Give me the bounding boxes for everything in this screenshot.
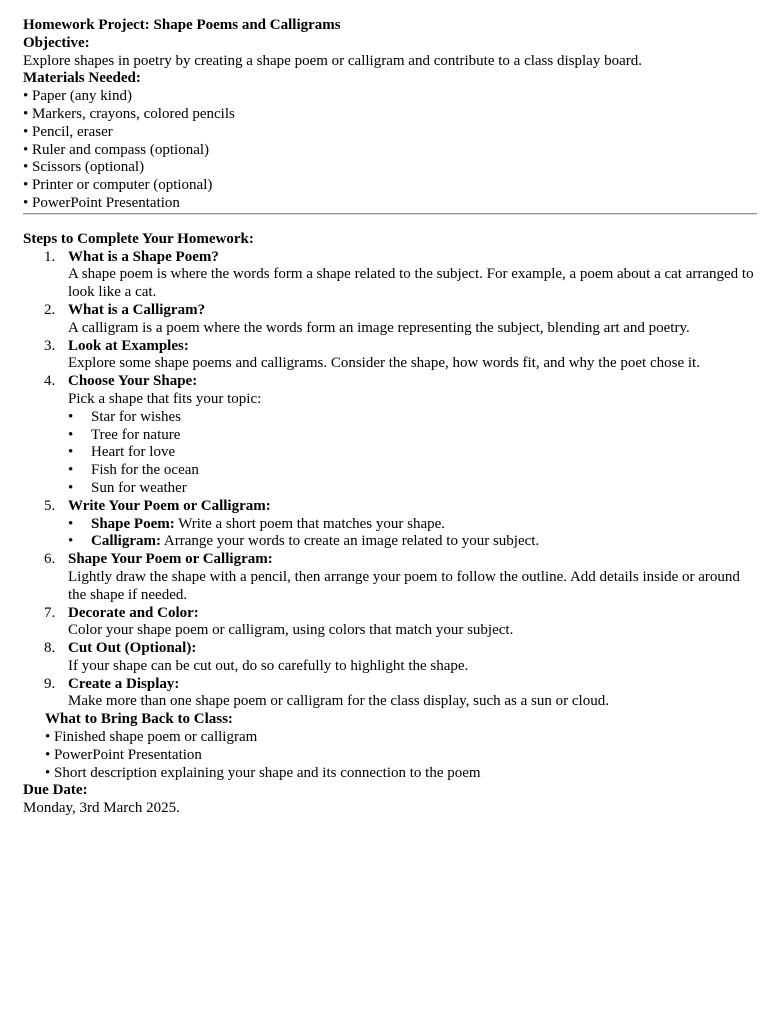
bring-back-heading: What to Bring Back to Class: [45,711,233,728]
list-item-text: Fish for the ocean [91,462,199,479]
step-number: 2. [44,301,56,318]
bullet-icon: • [68,462,74,479]
list-item-text: Sun for weather [91,479,187,496]
bring-back-item: • Finished shape poem or calligram [45,729,258,746]
step-description: A calligram is a poem where the words form an image representing the subject, blending art and poetry. [68,319,690,336]
bullet-icon: • [68,515,74,532]
steps-list [23,249,757,712]
bullet-icon: • [68,444,74,461]
objective-heading: Objective: [23,34,90,51]
step-item [23,338,757,374]
shape-options-list [68,409,757,498]
bring-back-list [23,729,757,782]
materials-item: • Printer or computer (optional) [23,177,213,194]
materials-item: • Pencil, eraser [23,123,113,140]
step-item [23,676,757,712]
bring-back-item: • Short description explaining your shape and its connection to the poem [45,764,481,781]
section-spacer [23,215,757,231]
step-item [23,640,757,676]
materials-list [23,88,757,213]
step-item [23,605,757,641]
objective-text: Explore shapes in poetry by creating a shape poem or calligram and contribute to a class display board. [23,52,642,69]
list-item [68,462,757,480]
step-description: A shape poem is where the words form a shape related to the subject. For example, a poem about a cat arranged to look like a cat. [68,266,754,301]
list-item-text: Tree for nature [91,426,181,443]
document-title: Homework Project: Shape Poems and Calligrams [23,17,341,33]
materials-item: • Ruler and compass (optional) [23,141,210,158]
poem-type-list [68,516,757,552]
step-title: Cut Out (Optional): [68,640,197,657]
step-title: Shape Your Poem or Calligram: [68,551,273,568]
step-description: Make more than one shape poem or calligram for the class display, such as a sun or cloud. [68,693,609,710]
step-item [23,373,757,498]
step-description: Pick a shape that fits your topic: [68,390,262,407]
list-item-text: Write a short poem that matches your shape. [174,515,446,532]
step-title: Choose Your Shape: [68,373,198,390]
step-item [23,302,757,338]
due-date-text: Monday, 3rd March 2025. [23,800,180,817]
step-number: 8. [44,640,56,657]
bullet-icon: • [68,408,74,425]
step-number: 6. [44,551,56,568]
step-title: Decorate and Color: [68,604,199,621]
list-item [68,444,757,462]
materials-item: • Scissors (optional) [23,159,145,176]
bullet-icon: • [68,533,74,550]
list-item-label: Shape Poem: [91,515,175,532]
step-description: Explore some shape poems and calligrams. Consider the shape, how words fit, and why the poet chose it. [68,355,700,372]
step-number: 4. [44,373,56,390]
list-item-text: Heart for love [91,444,176,461]
list-item [68,533,757,551]
list-item-text: Star for wishes [91,408,181,425]
step-title: Create a Display: [68,675,180,692]
step-description: Lightly draw the shape with a pencil, then arrange your poem to follow the outline. Add details inside or around the shape if needed. [68,568,740,603]
materials-item: • Markers, crayons, colored pencils [23,105,235,122]
step-number: 5. [44,497,56,514]
materials-heading: Materials Needed: [23,70,141,87]
bullet-icon: • [68,426,74,443]
step-number: 1. [44,248,56,265]
step-title: Look at Examples: [68,337,189,354]
step-number: 7. [44,604,56,621]
step-description: If your shape can be cut out, do so carefully to highlight the shape. [68,657,469,674]
list-item [68,480,757,498]
step-title: Write Your Poem or Calligram: [68,497,271,514]
step-item [23,249,757,302]
step-number: 9. [44,675,56,692]
step-number: 3. [44,337,56,354]
materials-item: • PowerPoint Presentation [23,194,180,211]
list-item-label: Calligram: [91,533,161,550]
due-date-heading: Due Date: [23,782,88,799]
bring-back-item: • PowerPoint Presentation [45,746,202,763]
step-item [23,498,757,551]
list-item-text: Arrange your words to create an image related to your subject. [160,533,540,550]
step-title: What is a Calligram? [68,301,206,318]
step-title: What is a Shape Poem? [68,248,219,265]
materials-item: • Paper (any kind) [23,88,132,105]
bullet-icon: • [68,479,74,496]
step-description: Color your shape poem or calligram, using colors that match your subject. [68,622,514,639]
steps-heading: Steps to Complete Your Homework: [23,230,254,247]
step-item [23,551,757,604]
list-item [68,516,757,534]
list-item [68,427,757,445]
list-item [68,409,757,427]
